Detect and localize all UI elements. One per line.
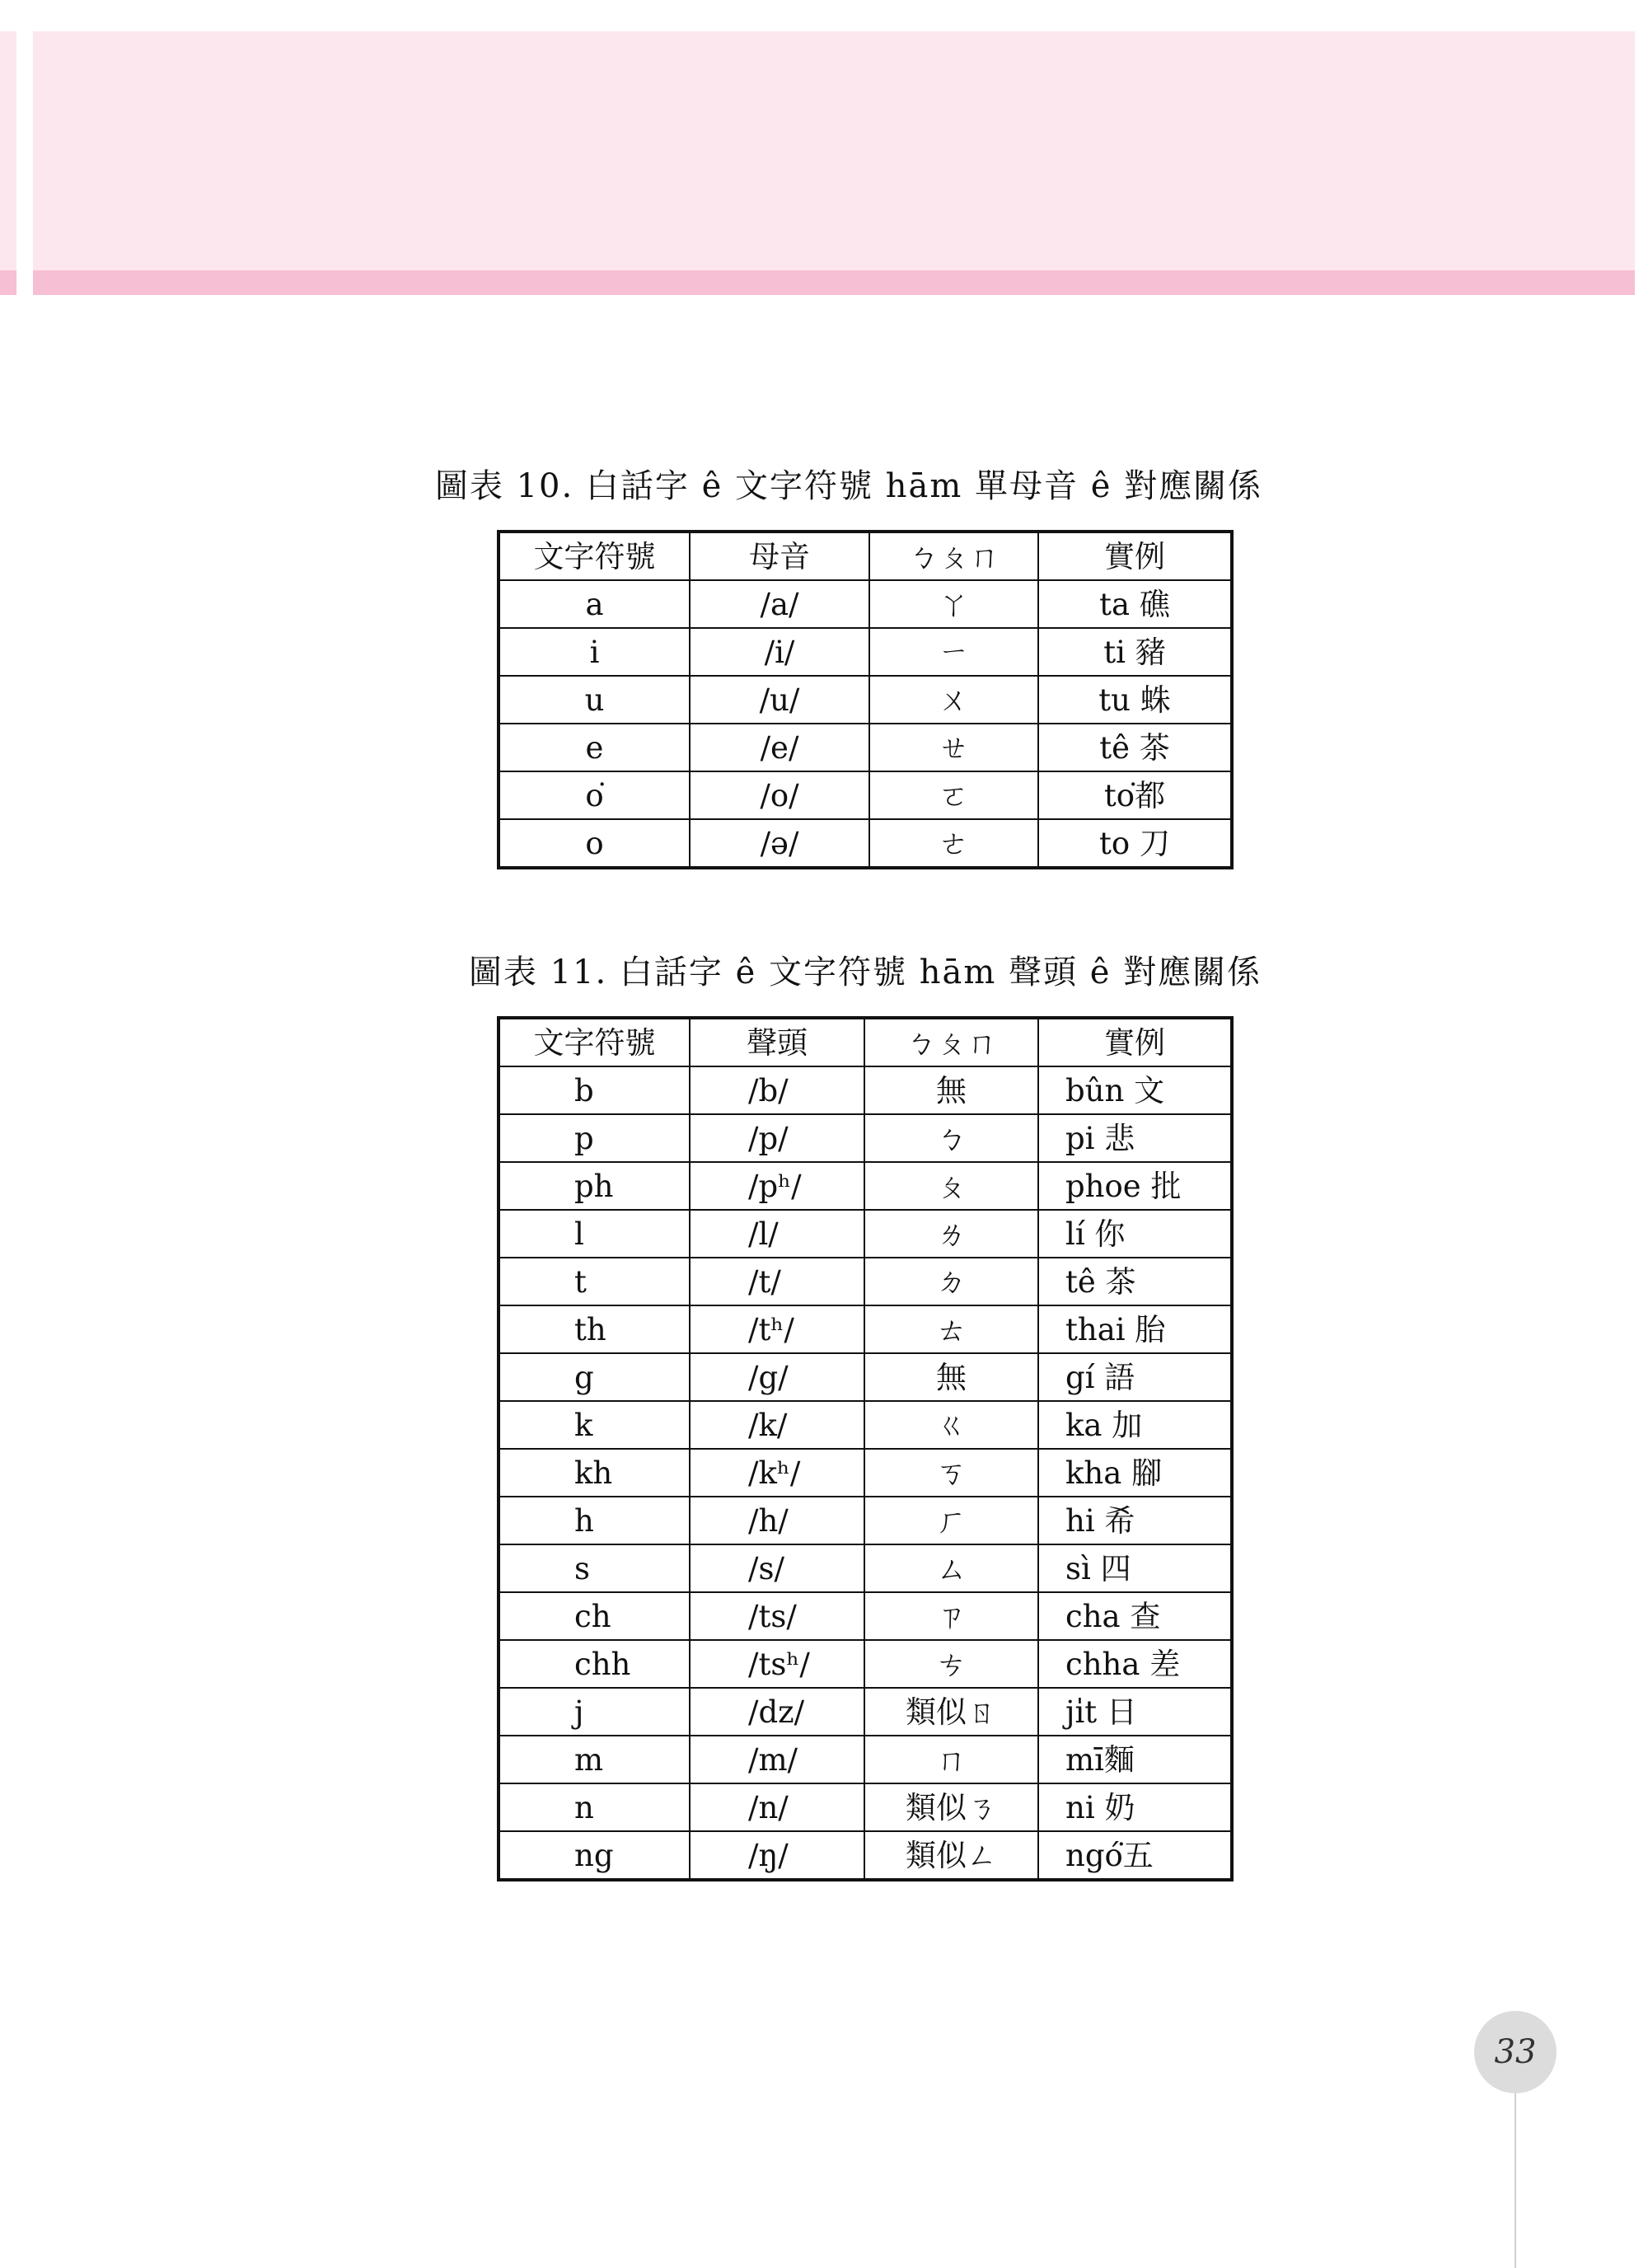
- sound-cell: /a/: [690, 580, 869, 628]
- symbol-cell: ph: [499, 1162, 690, 1210]
- example-cell: thai 胎: [1038, 1305, 1232, 1353]
- table-header-row: [499, 1018, 1232, 1066]
- page-number-badge: [1474, 2011, 1557, 2093]
- sound-cell: /dz/: [690, 1688, 864, 1736]
- sound-cell: /ŋ/: [690, 1831, 864, 1880]
- symbol-cell: m: [499, 1736, 690, 1783]
- sound-cell: /k/: [690, 1401, 864, 1449]
- sound-cell: /b/: [690, 1066, 864, 1114]
- symbol-cell: b: [499, 1066, 690, 1114]
- bopomofo-cell: ㄆ: [864, 1162, 1038, 1210]
- example-cell: lí 你: [1038, 1210, 1232, 1258]
- symbol-cell: a: [499, 580, 690, 628]
- bopomofo-cell: 無: [864, 1353, 1038, 1401]
- header-vowel: 母音: [690, 532, 869, 580]
- example-cell: mī麵: [1038, 1736, 1232, 1783]
- example-cell: to 刀: [1038, 819, 1232, 868]
- table-row: [499, 1783, 1232, 1831]
- bopomofo-cell: ㄙ: [864, 1544, 1038, 1592]
- table-row: [499, 1497, 1232, 1544]
- sound-cell: /l/: [690, 1210, 864, 1258]
- sound-cell: /g/: [690, 1353, 864, 1401]
- example-cell: bûn 文: [1038, 1066, 1232, 1114]
- sound-cell: /ts/: [690, 1592, 864, 1640]
- bopomofo-cell: ㄇ: [864, 1736, 1038, 1783]
- symbol-cell: ng: [499, 1831, 690, 1880]
- symbol-cell: o͘: [499, 771, 690, 819]
- table-row: [499, 1544, 1232, 1592]
- initial-consonant-table: [497, 1016, 1234, 1881]
- symbol-cell: s: [499, 1544, 690, 1592]
- header-band: [33, 31, 1635, 270]
- header-symbol: 文字符號: [499, 532, 690, 580]
- symbol-cell: p: [499, 1114, 690, 1162]
- table-row: [499, 771, 1232, 819]
- header-initial: 聲頭: [690, 1018, 864, 1066]
- example-cell: sì 四: [1038, 1544, 1232, 1592]
- symbol-cell: j: [499, 1688, 690, 1736]
- symbol-cell: chh: [499, 1640, 690, 1688]
- header-example: 實例: [1038, 1018, 1232, 1066]
- example-cell: hi 希: [1038, 1497, 1232, 1544]
- sound-cell: /tsʰ/: [690, 1640, 864, 1688]
- bopomofo-cell: ㄍ: [864, 1401, 1038, 1449]
- example-cell: ta 礁: [1038, 580, 1232, 628]
- header-bopomofo: ㄅㄆㄇ: [869, 532, 1038, 580]
- bopomofo-cell: ㄘ: [864, 1640, 1038, 1688]
- table-row: [499, 1401, 1232, 1449]
- table-row: [499, 1736, 1232, 1783]
- table-header-row: [499, 532, 1232, 580]
- table-row: [499, 1210, 1232, 1258]
- header-symbol: 文字符號: [499, 1018, 690, 1066]
- symbol-cell: u: [499, 676, 690, 724]
- example-cell: phoe 批: [1038, 1162, 1232, 1210]
- bopomofo-cell: 類似ㄖ: [864, 1688, 1038, 1736]
- sound-cell: /tʰ/: [690, 1305, 864, 1353]
- table-row: [499, 1831, 1232, 1880]
- bopomofo-cell: ㄌ: [864, 1210, 1038, 1258]
- table-row: [499, 1640, 1232, 1688]
- table-row: [499, 676, 1232, 724]
- table-row: [499, 819, 1232, 868]
- sound-cell: /ə/: [690, 819, 869, 868]
- example-cell: ti 豬: [1038, 628, 1232, 676]
- bopomofo-cell: ㄛ: [869, 771, 1038, 819]
- sound-cell: /h/: [690, 1497, 864, 1544]
- example-cell: ka 加: [1038, 1401, 1232, 1449]
- table11-caption: 圖表 11. 白話字 ê 文字符號 hām 聲頭 ê 對應關係: [468, 954, 1262, 991]
- table-row: [499, 1114, 1232, 1162]
- sound-cell: /s/: [690, 1544, 864, 1592]
- bopomofo-cell: ㄅ: [864, 1114, 1038, 1162]
- example-cell: ngó͘五: [1038, 1831, 1232, 1880]
- example-cell: tu 蛛: [1038, 676, 1232, 724]
- table-row: [499, 1162, 1232, 1210]
- sound-cell: /o/: [690, 771, 869, 819]
- page-number: 33: [1494, 2033, 1537, 2071]
- table-row: [499, 580, 1232, 628]
- bopomofo-cell: 類似ㄋ: [864, 1783, 1038, 1831]
- example-cell: jı̍t 日: [1038, 1688, 1232, 1736]
- bopomofo-cell: ㄗ: [864, 1592, 1038, 1640]
- symbol-cell: kh: [499, 1449, 690, 1497]
- table-row: [499, 1592, 1232, 1640]
- symbol-cell: o: [499, 819, 690, 868]
- bopomofo-cell: ㄎ: [864, 1449, 1038, 1497]
- header-edge-stripe: [0, 270, 16, 295]
- sound-cell: /pʰ/: [690, 1162, 864, 1210]
- sound-cell: /kʰ/: [690, 1449, 864, 1497]
- sound-cell: /i/: [690, 628, 869, 676]
- table-row: [499, 724, 1232, 771]
- sound-cell: /n/: [690, 1783, 864, 1831]
- symbol-cell: i: [499, 628, 690, 676]
- table-row: [499, 1258, 1232, 1305]
- header-bopomofo: ㄅㄆㄇ: [864, 1018, 1038, 1066]
- example-cell: gí 語: [1038, 1353, 1232, 1401]
- symbol-cell: g: [499, 1353, 690, 1401]
- sound-cell: /t/: [690, 1258, 864, 1305]
- symbol-cell: k: [499, 1401, 690, 1449]
- symbol-cell: h: [499, 1497, 690, 1544]
- bopomofo-cell: ㄝ: [869, 724, 1038, 771]
- header-edge-band: [0, 31, 16, 270]
- sound-cell: /m/: [690, 1736, 864, 1783]
- example-cell: to͘都: [1038, 771, 1232, 819]
- page-marker-line: [1515, 2093, 1516, 2268]
- bopomofo-cell: 無: [864, 1066, 1038, 1114]
- bopomofo-cell: 類似ㄥ: [864, 1831, 1038, 1880]
- example-cell: chha 差: [1038, 1640, 1232, 1688]
- table-row: [499, 1305, 1232, 1353]
- example-cell: cha 查: [1038, 1592, 1232, 1640]
- bopomofo-cell: ㄏ: [864, 1497, 1038, 1544]
- bopomofo-cell: ㄊ: [864, 1305, 1038, 1353]
- symbol-cell: th: [499, 1305, 690, 1353]
- header-stripe: [33, 270, 1635, 295]
- table-row: [499, 1449, 1232, 1497]
- table-row: [499, 628, 1232, 676]
- table10-caption: 圖表 10. 白話字 ê 文字符號 hām 單母音 ê 對應關係: [434, 467, 1263, 505]
- bopomofo-cell: ㄧ: [869, 628, 1038, 676]
- symbol-cell: ch: [499, 1592, 690, 1640]
- table-row: [499, 1688, 1232, 1736]
- header-example: 實例: [1038, 532, 1232, 580]
- example-cell: tê 茶: [1038, 724, 1232, 771]
- table-row: [499, 1066, 1232, 1114]
- bopomofo-cell: ㄚ: [869, 580, 1038, 628]
- bopomofo-cell: ㄜ: [869, 819, 1038, 868]
- vowel-table: [497, 530, 1234, 869]
- example-cell: tê 茶: [1038, 1258, 1232, 1305]
- example-cell: kha 腳: [1038, 1449, 1232, 1497]
- symbol-cell: n: [499, 1783, 690, 1831]
- symbol-cell: l: [499, 1210, 690, 1258]
- sound-cell: /p/: [690, 1114, 864, 1162]
- example-cell: pi 悲: [1038, 1114, 1232, 1162]
- bopomofo-cell: ㄉ: [864, 1258, 1038, 1305]
- bopomofo-cell: ㄨ: [869, 676, 1038, 724]
- symbol-cell: t: [499, 1258, 690, 1305]
- sound-cell: /e/: [690, 724, 869, 771]
- example-cell: ni 奶: [1038, 1783, 1232, 1831]
- sound-cell: /u/: [690, 676, 869, 724]
- symbol-cell: e: [499, 724, 690, 771]
- table-row: [499, 1353, 1232, 1401]
